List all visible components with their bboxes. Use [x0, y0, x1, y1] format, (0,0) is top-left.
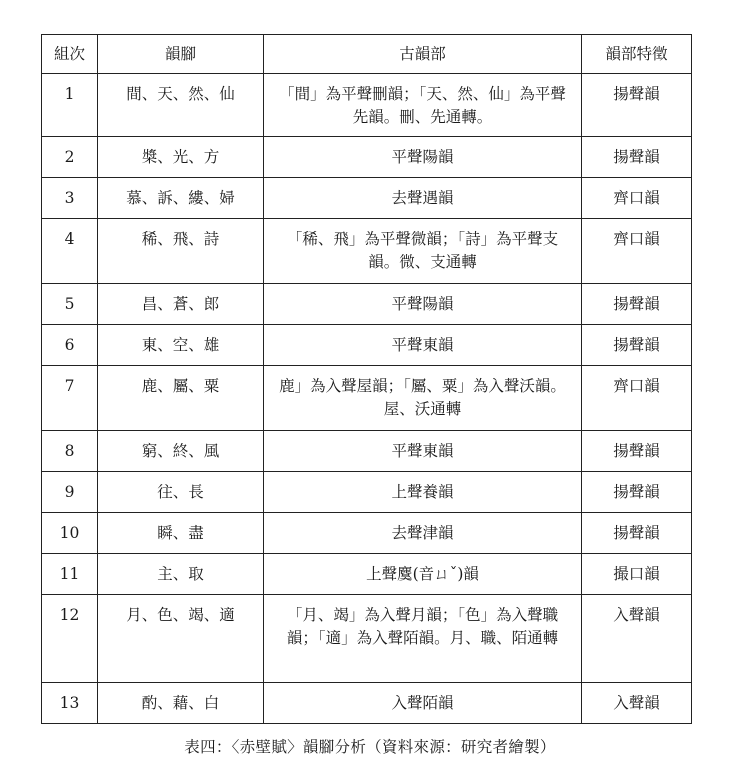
ancient-rhyme-text: 平聲東韻 [391, 336, 454, 354]
cell-feature: 入聲韻 [582, 595, 692, 683]
cell-ancient-rhyme [264, 554, 582, 595]
cell-feature: 齊口韻 [582, 366, 692, 431]
cell-rhyme-words: 瞬、盡 [98, 513, 264, 554]
ancient-rhyme-text: 平聲陽韻 [391, 148, 454, 166]
cell-feature: 揚聲韻 [582, 513, 692, 554]
cell-ancient-rhyme [264, 284, 582, 325]
cell-rhyme-words: 間、天、然、仙 [98, 74, 264, 137]
cell-feature: 揚聲韻 [582, 137, 692, 178]
cell-feature: 揚聲韻 [582, 472, 692, 513]
cell-rhyme-words: 鹿、屬、粟 [98, 366, 264, 431]
cell-feature: 齊口韻 [582, 178, 692, 219]
ancient-rhyme-text: 鹿」為入聲屋韻；「屬、粟」為入聲沃韻。屋、沃通轉 [279, 377, 566, 418]
cell-feature: 入聲韻 [582, 683, 692, 724]
cell-group: 12 [42, 595, 98, 683]
header-rhyme-words: 韻腳 [98, 35, 264, 74]
ancient-rhyme-text: 「月、竭」為入聲月韻；「色」為入聲職韻；「適」為入聲陌韻。月、職、陌通轉 [286, 606, 559, 647]
cell-rhyme-words: 東、空、雄 [98, 325, 264, 366]
header-group: 組次 [42, 35, 98, 74]
table-row [42, 219, 692, 284]
cell-group: 2 [42, 137, 98, 178]
cell-feature: 揚聲韻 [582, 74, 692, 137]
cell-ancient-rhyme [264, 513, 582, 554]
ancient-rhyme-text: 平聲陽韻 [391, 295, 454, 313]
ancient-rhyme-text: 去聲津韻 [391, 524, 454, 542]
table-row [42, 472, 692, 513]
ancient-rhyme-text: 「稀、飛」為平聲微韻；「詩」為平聲支韻。微、支通轉 [286, 230, 559, 271]
cell-feature: 揚聲韻 [582, 431, 692, 472]
cell-ancient-rhyme [264, 595, 582, 683]
cell-ancient-rhyme [264, 325, 582, 366]
cell-ancient-rhyme [264, 366, 582, 431]
ancient-rhyme-text: 入聲陌韻 [391, 694, 454, 712]
table-caption: 表四：〈赤壁賦〉韻腳分析（資料來源：研究者繪製） [184, 738, 556, 756]
ancient-rhyme-text: 「間」為平聲刪韻；「天、然、仙」為平聲先韻。刪、先通轉。 [279, 85, 566, 126]
cell-rhyme-words: 稀、飛、詩 [98, 219, 264, 284]
table-row [42, 554, 692, 595]
cell-feature: 撮口韻 [582, 554, 692, 595]
cell-rhyme-words: 往、長 [98, 472, 264, 513]
cell-group: 6 [42, 325, 98, 366]
cell-ancient-rhyme [264, 178, 582, 219]
cell-rhyme-words: 酌、藉、白 [98, 683, 264, 724]
cell-feature: 揚聲韻 [582, 325, 692, 366]
table-row [42, 513, 692, 554]
cell-rhyme-words: 昌、蒼、郎 [98, 284, 264, 325]
cell-rhyme-words: 槳、光、方 [98, 137, 264, 178]
cell-rhyme-words: 主、取 [98, 554, 264, 595]
ancient-rhyme-text: 去聲遇韻 [391, 189, 454, 207]
cell-group: 3 [42, 178, 98, 219]
ancient-rhyme-text: 上聲麌(音ㄩˇ)韻 [366, 565, 479, 583]
cell-feature: 齊口韻 [582, 219, 692, 284]
cell-ancient-rhyme [264, 137, 582, 178]
cell-ancient-rhyme [264, 683, 582, 724]
table-row [42, 137, 692, 178]
cell-group: 8 [42, 431, 98, 472]
cell-group: 11 [42, 554, 98, 595]
cell-group: 5 [42, 284, 98, 325]
cell-ancient-rhyme [264, 472, 582, 513]
table-row [42, 595, 692, 683]
cell-group: 1 [42, 74, 98, 137]
cell-group: 13 [42, 683, 98, 724]
cell-group: 4 [42, 219, 98, 284]
table-row [42, 431, 692, 472]
cell-group: 9 [42, 472, 98, 513]
cell-ancient-rhyme [264, 74, 582, 137]
ancient-rhyme-text: 平聲東韻 [391, 442, 454, 460]
header-ancient-rhyme: 古韻部 [264, 35, 582, 74]
table-row [42, 366, 692, 431]
table-row [42, 284, 692, 325]
cell-rhyme-words: 窮、終、風 [98, 431, 264, 472]
table-row [42, 178, 692, 219]
rhyme-analysis-table [41, 34, 692, 724]
table-header-row [42, 35, 692, 74]
cell-group: 7 [42, 366, 98, 431]
ancient-rhyme-text: 上聲養韻 [391, 483, 454, 501]
cell-rhyme-words: 月、色、竭、適 [98, 595, 264, 683]
cell-ancient-rhyme [264, 431, 582, 472]
table-row [42, 74, 692, 137]
header-feature: 韻部特徵 [582, 35, 692, 74]
cell-ancient-rhyme [264, 219, 582, 284]
cell-feature: 揚聲韻 [582, 284, 692, 325]
table-row [42, 325, 692, 366]
table-row [42, 683, 692, 724]
cell-rhyme-words: 慕、訴、縷、婦 [98, 178, 264, 219]
cell-group: 10 [42, 513, 98, 554]
